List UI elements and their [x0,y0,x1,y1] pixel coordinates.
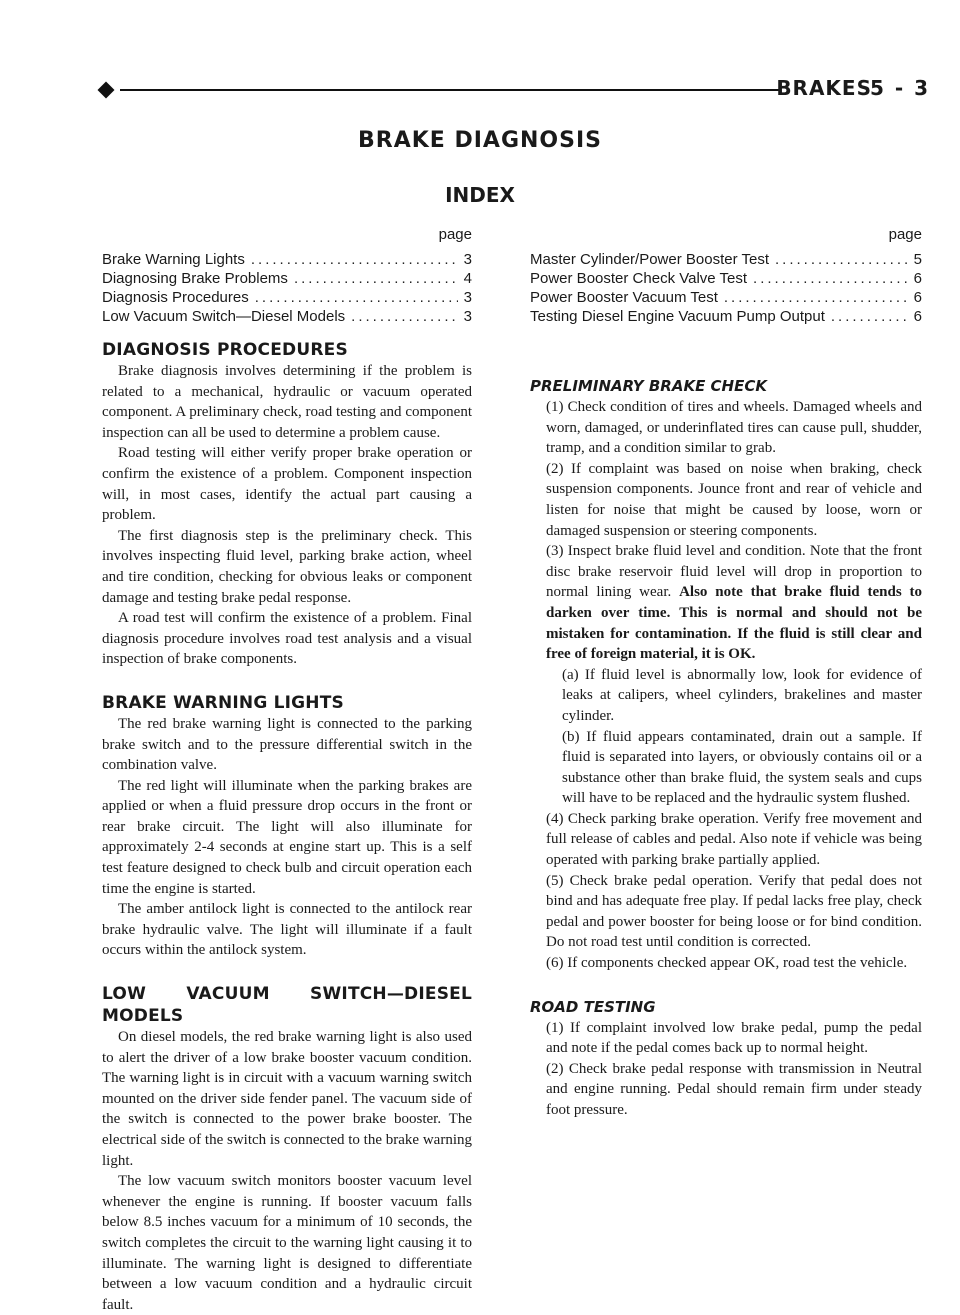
index-entry-label: Low Vacuum Switch—Diesel Models [102,308,346,325]
paragraph: The amber antilock light is connected to the antilock rear brake hydraulic valve. The light will illuminate if a fault occurs within the antilock system. [102,901,472,959]
index-entry[interactable] [102,250,472,269]
step: (6) If components checked appear OK, road test the vehicle. [546,955,908,972]
running-header [100,78,930,108]
paragraph: A road test will confirm the existence of a problem. Final diagnosis procedure involves road test analysis and a visual inspection of brake components. [102,610,472,668]
paragraph: Brake diagnosis involves determining if the problem is related to a mechanical, hydraulic or vacuum operated component. A preliminary check, road testing and component inspection can all be used to determine a problem cause. [102,363,472,441]
index-entry[interactable] [102,307,472,326]
index-entry-page: 3 [463,289,472,306]
header-page-number: 5 - 3 [869,76,930,100]
index-right-column [530,225,922,326]
step: (5) Check brake pedal operation. Verify that pedal does not bind and has adequate free play. If pedal lacks free play, check pedal and power booster for being loose or for bind condition. Do not road test until condition is corrected. [546,872,922,951]
dot-leader [294,269,458,288]
sub-step: (a) If fluid level is abnormally low, look for evidence of leaks at calipers, wheel cylinders, brakelines and master cylinder. [562,666,922,724]
paragraph: The red light will illuminate when the parking brakes are applied or when a fluid pressure drop occurs in the front or rear brake circuit. The light will also illuminate for approximately 2-4 seconds at engine start up. This is a self test feature designed to check bulb and circuit operation each time the engine is started. [102,777,472,897]
step: (1) If complaint involved low brake pedal, pump the pedal and note if the pedal comes back up to normal height. [546,1019,922,1057]
step-emphasis: Also note that brake fluid tends to darken over time. This is normal and should not be mistaken for contamination. If the fluid is still clear and free of foreign material, it is OK. [546,584,922,663]
subsection-heading: PRELIMINARY BRAKE CHECK [530,377,767,395]
index-page-label: page [888,226,922,243]
index-entry-label: Master Cylinder/Power Booster Test [530,251,769,268]
index-entry[interactable] [530,307,922,326]
diamond-icon [98,82,115,99]
index-entry[interactable] [102,288,472,307]
index-heading: INDEX [445,183,515,207]
index-entry-page: 6 [913,270,922,287]
index-entry-page: 6 [913,308,922,325]
sub-step: (b) If fluid appears contaminated, drain out a sample. If fluid is separated into layers, or obviously contains oil or a substance other than brake fluid, the system seals and cups will have to be replaced and the hydraulic system flushed. [562,728,922,807]
index-entry[interactable] [530,269,922,288]
index-entry-page: 3 [463,251,472,268]
index-entry-label: Diagnosis Procedures [102,289,249,306]
dot-leader [251,250,458,269]
index-entry[interactable] [530,288,922,307]
index-entry-label: Brake Warning Lights [102,251,245,268]
dot-leader [753,269,908,288]
step: (2) Check brake pedal response with transmission in Neutral and engine running. Pedal should remain firm under steady foot pressure. [546,1060,922,1118]
header-section-name: BRAKES [776,76,872,100]
paragraph: On diesel models, the red brake warning light is also used to alert the driver of a low brake booster vacuum condition. The warning light is in circuit with a vacuum warning switch mounted on the driver side fender panel. The vacuum side of the switch is connected to the power brake booster. The electrical side of the switch is connected to the brake warning light. [102,1029,472,1169]
paragraph: The low vacuum switch monitors booster vacuum level whenever the engine is running. If booster vacuum falls below 8.5 inches vacuum for a minimum of 10 seconds, the switch completes the circuit to the warning light causing it to illuminate. The warning light is designed to differentiate between a low vacuum condition and a hydraulic circuit fault. [102,1173,472,1313]
paragraph: The red brake warning light is connected to the parking brake switch and to the pressure differential switch in the combination valve. [102,715,472,774]
dot-leader [775,250,908,269]
index-entry-page: 4 [463,270,472,287]
index-entry-label: Power Booster Vacuum Test [530,289,718,306]
step: (4) Check parking brake operation. Verify free movement and full release of cables and pedal. Also note if vehicle was being operated with parking brake partially applied. [546,810,922,869]
dot-leader [831,307,908,326]
dot-leader [255,288,458,307]
index-entry-label: Testing Diesel Engine Vacuum Pump Output [530,308,825,325]
index-left-column [102,225,472,326]
index-entry-label: Power Booster Check Valve Test [530,270,748,287]
index-entry-label: Diagnosing Brake Problems [102,270,288,287]
step: (1) Check condition of tires and wheels. Damaged wheels and worn, damaged, or underinflated tires can cause pull, shudder, tramp, and a condition similar to grab. [546,399,922,457]
index-page-label: page [438,226,472,243]
body-left-column [102,339,472,1315]
section-heading: BRAKE WARNING LIGHTS [102,692,344,713]
section-heading: LOW VACUUM SWITCH—DIESEL MODELS [102,984,472,1027]
index-entry[interactable] [530,250,922,269]
step [530,541,922,665]
step: (2) If complaint was based on noise when braking, check suspension components. Jounce front and rear of vehicle and listen for noise that might be caused by loose, worn or damaged suspension or steering components. [546,460,922,539]
dot-leader [724,288,908,307]
index-entry-page: 6 [913,289,922,306]
index-entry[interactable] [102,269,472,288]
index-entry-page: 5 [913,251,922,268]
index-entry-page: 3 [463,308,472,325]
paragraph: Road testing will either verify proper brake operation or confirm the existence of a problem. Component inspection will, in most cases, identify the actual part causing a problem. [102,445,472,524]
paragraph: The first diagnosis step is the preliminary check. This involves inspecting fluid level, parking brake action, wheel and tire condition, checking for obvious leaks or component damage and testing brake pedal response. [102,527,472,606]
subsection-heading: ROAD TESTING [530,997,656,1016]
header-rule [120,89,780,91]
dot-leader [351,307,458,326]
document-title: BRAKE DIAGNOSIS [358,128,602,153]
section-heading: DIAGNOSIS PROCEDURES [102,340,348,360]
body-right-column [530,331,922,1121]
step-text: (3) Inspect brake fluid level and condition. Note that the front disc brake reservoir fluid level will drop in proportion to normal lining wear. [546,543,922,601]
